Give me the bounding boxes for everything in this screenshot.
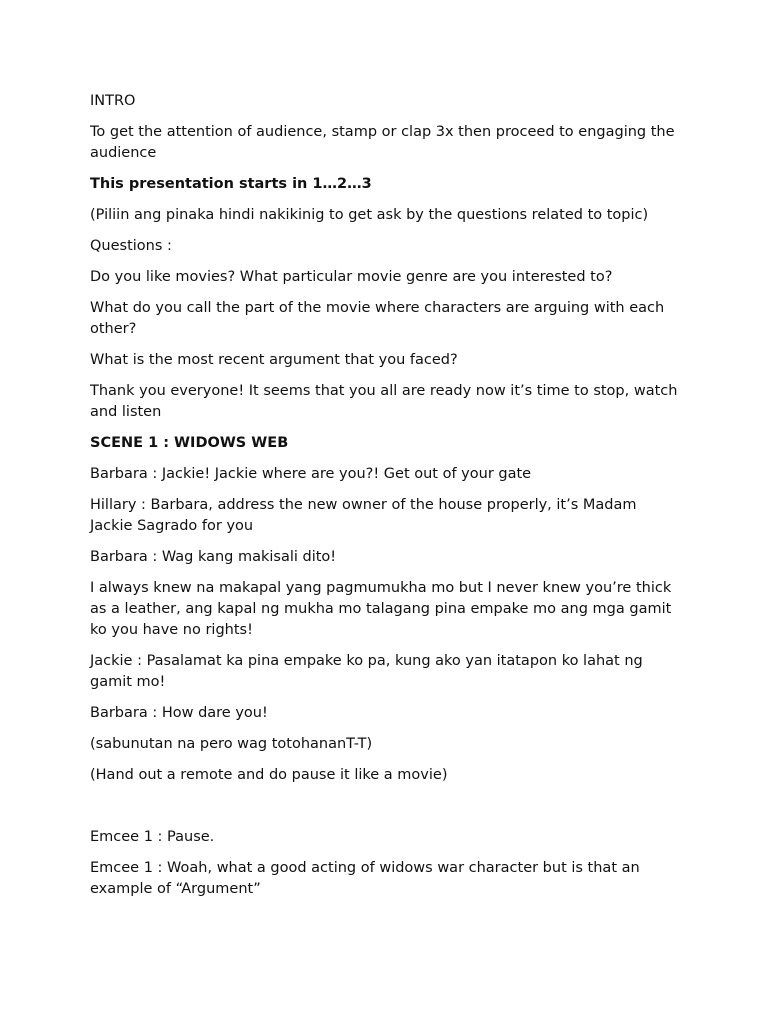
- paragraph-question-1: Do you like movies? What particular movie genre are you interested to?: [90, 269, 613, 285]
- paragraph-selection-note: (Piliin ang pinaka hindi nakikinig to get ask by the questions related to topic): [90, 207, 649, 223]
- paragraph-thank-you: Thank you everyone! It seems that you all are ready now it’s time to stop, watch and listen: [90, 383, 678, 420]
- paragraph-intro-heading: INTRO: [90, 93, 136, 109]
- paragraph-emcee-comment: Emcee 1 : Woah, what a good acting of widows war character but is that an example of “Argument”: [90, 860, 640, 897]
- paragraph-dialogue-barbara-3: I always knew na makapal yang pagmumukha mo but I never knew you’re thick as a leather, ang kapal ng mukha mo talagang pina empake mo ang mga gamit ko you have no rights!: [90, 580, 672, 638]
- paragraph-stage-direction-2: (Hand out a remote and do pause it like a movie): [90, 767, 448, 783]
- paragraph-countdown: This presentation starts in 1…2…3: [90, 176, 372, 192]
- paragraph-dialogue-barbara-1: Barbara : Jackie! Jackie where are you?! Get out of your gate: [90, 466, 532, 482]
- paragraph-dialogue-barbara-4: Barbara : How dare you!: [90, 705, 268, 721]
- paragraph-scene-heading: SCENE 1 : WIDOWS WEB: [90, 435, 289, 451]
- paragraph-question-2: What do you call the part of the movie where characters are arguing with each other?: [90, 300, 665, 337]
- paragraph-dialogue-hillary: Hillary : Barbara, address the new owner of the house properly, it’s Madam Jackie Sagrado for you: [90, 497, 637, 534]
- paragraph-questions-label: Questions :: [90, 238, 172, 254]
- paragraph-stage-direction-1: (sabunutan na pero wag totohananT-T): [90, 736, 373, 752]
- paragraph-dialogue-jackie: Jackie : Pasalamat ka pina empake ko pa, kung ako yan itatapon ko lahat ng gamit mo!: [90, 653, 643, 690]
- paragraph-dialogue-barbara-2: Barbara : Wag kang makisali dito!: [90, 549, 337, 565]
- blank-line: [90, 796, 680, 827]
- paragraph-emcee-pause: Emcee 1 : Pause.: [90, 829, 215, 845]
- document-page: [90, 91, 680, 910]
- paragraph-question-3: What is the most recent argument that you faced?: [90, 352, 458, 368]
- paragraph-intro-instruction: To get the attention of audience, stamp or clap 3x then proceed to engaging the audience: [90, 124, 675, 161]
